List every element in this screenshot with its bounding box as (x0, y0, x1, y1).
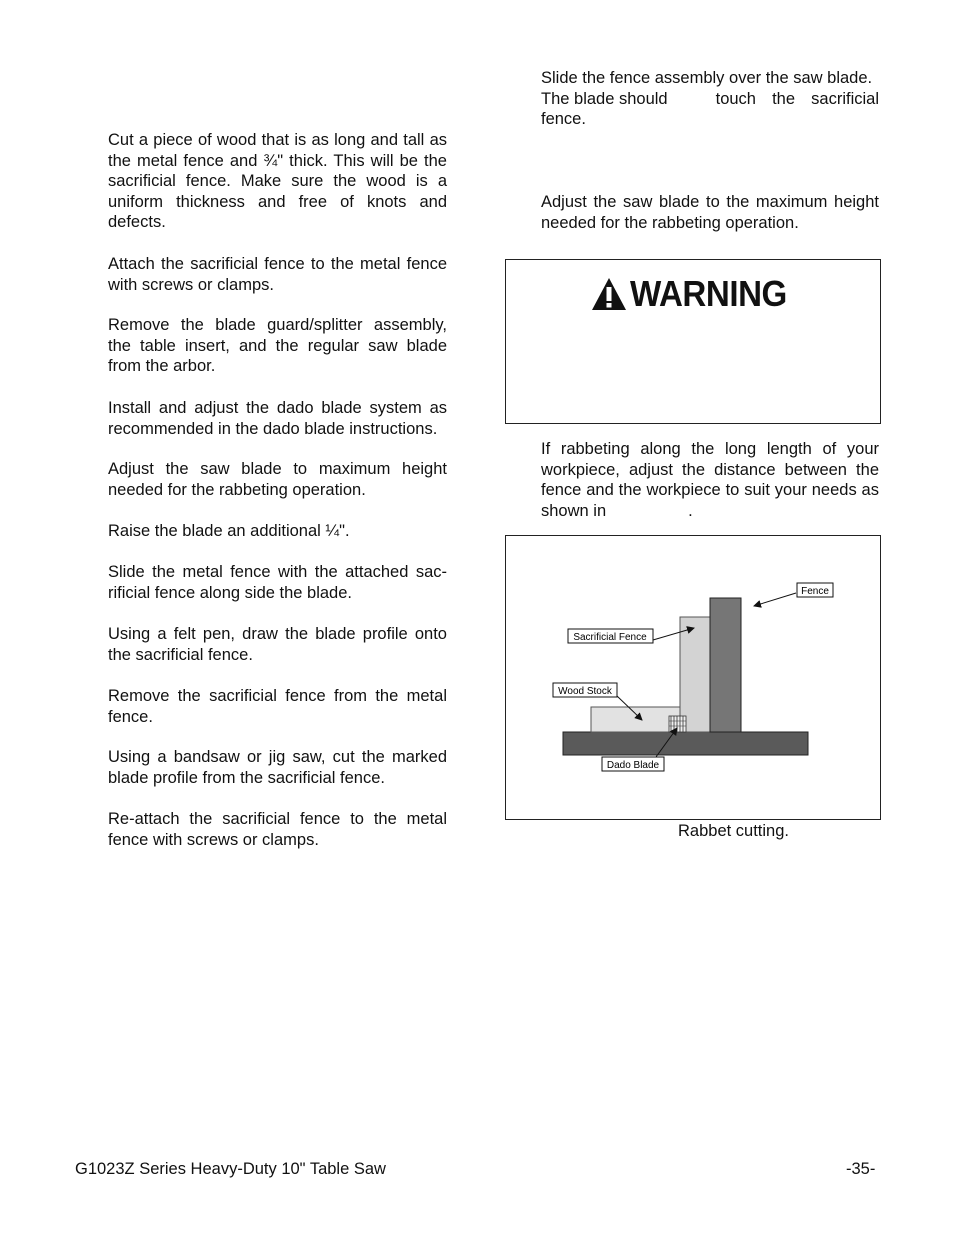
figure-caption: Rabbet cutting. (678, 822, 789, 840)
instruction-cut-profile: Using a bandsaw or jig saw, cut the marked blade profile from the sacrificial fence. (108, 748, 447, 787)
instruction-reattach-fence: Re-attach the sacrificial fence to the metal fence with screws or clamps. (108, 810, 447, 849)
figure-rabbet-cutting (505, 535, 881, 820)
saw-table (563, 732, 808, 755)
instruction-raise-blade: Raise the blade an additional ¼". (108, 522, 350, 540)
instruction-rabbeting-long (541, 439, 879, 521)
slide-assembly-line3: fence. (541, 110, 586, 129)
footer-title: G1023Z Series Heavy-Duty 10" Table Saw (75, 1160, 386, 1178)
fence-label: Fence (801, 586, 829, 597)
warning-box (505, 259, 881, 424)
warning-header (590, 274, 801, 314)
instruction-attach-fence: Attach the sacrificial fence to the metal fence with screws or clamps. (108, 255, 447, 294)
instruction-remove-sacrificial: Remove the sacrificial fence from the metal fence. (108, 687, 447, 726)
instruction-draw-profile: Using a felt pen, draw the blade profile onto the sacrificial fence. (108, 625, 447, 664)
sacrificial-fence (680, 617, 711, 732)
instruction-adjust-height: Adjust the saw blade to maximum height needed for the rabbeting operation. (108, 460, 447, 499)
slide-assembly-line2a: The blade should (541, 89, 668, 108)
wood-stock (591, 707, 681, 732)
sacrificial-fence-label: Sacrificial Fence (573, 632, 647, 643)
fence-arrow (754, 593, 796, 606)
instruction-slide-metal-fence: Slide the metal fence with the attached sac-rificial fence along side the blade. (108, 563, 447, 602)
rabbeting-period: . (688, 501, 693, 520)
rabbeting-text: If rabbeting along the long length of your workpiece, adjust the distance between the fence and the workpiece to suit your needs as shown in (541, 440, 879, 520)
warning-triangle-icon (590, 276, 628, 312)
instruction-cut-wood: Cut a piece of wood that is as long and tall as the metal fence and ¾" thick. This will be the sacrificial fence. Make sure the wood is a uniform thickness and free of knots and defects. (108, 131, 447, 232)
footer-page-number: -35- (846, 1160, 876, 1178)
instruction-install-dado: Install and adjust the dado blade system as recommended in the dado blade instructions. (108, 399, 447, 438)
dado-blade (669, 716, 686, 732)
slide-assembly-line2b: touch the sacrificial (715, 89, 879, 108)
instruction-remove-guard: Remove the blade guard/splitter assembly, the table insert, and the regular saw blade from the arbor. (108, 316, 447, 376)
instruction-adjust-max-height: Adjust the saw blade to the maximum height needed for the rabbeting operation. (541, 193, 879, 232)
slide-assembly-line2 (541, 89, 879, 110)
rabbet-diagram (506, 536, 879, 818)
dado-blade-label: Dado Blade (606, 760, 660, 771)
warning-label: WARNING (630, 273, 787, 314)
slide-assembly-line1: Slide the fence assembly over the saw blade. (541, 69, 873, 87)
metal-fence (710, 598, 741, 732)
instruction-slide-assembly (541, 68, 879, 130)
wood-stock-label: Wood Stock (558, 686, 612, 697)
